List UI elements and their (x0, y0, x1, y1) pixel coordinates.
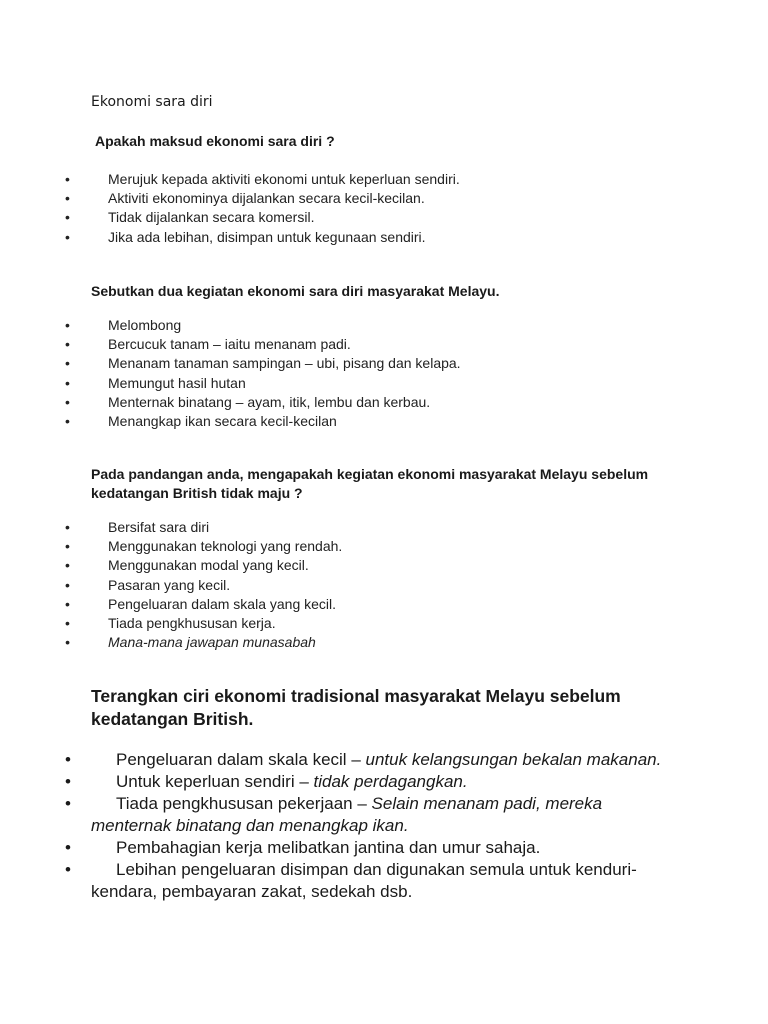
list-item: • Memungut hasil hutan (0, 374, 461, 393)
item-main: Pembahagian kerja melibatkan jantina dan umur sahaja. (116, 838, 541, 857)
list-item: • Merujuk kepada aktiviti ekonomi untuk keperluan sendiri. (0, 170, 460, 189)
list-item (0, 837, 671, 859)
list-item (0, 749, 671, 771)
list-item: • Menanam tanaman sampingan – ubi, pisang dan kelapa. (0, 354, 461, 373)
list-item (0, 771, 671, 793)
list-item: • Melombong (0, 316, 461, 335)
item-detail: tidak perdagangkan. (308, 772, 468, 791)
list-item: • Menternak binatang – ayam, itik, lembu dan kerbau. (0, 393, 461, 412)
list-item (0, 793, 671, 837)
list-item: • Pengeluaran dalam skala yang kecil. (0, 595, 342, 614)
question-heading: Terangkan ciri ekonomi tradisional masyarakat Melayu sebelum kedatangan British. (91, 686, 621, 729)
list-item: • Tidak dijalankan secara komersil. (0, 208, 460, 227)
item-detail: untuk kelangsungan bekalan makanan. (360, 750, 662, 769)
item-detail: Selain menanam padi, mereka menternak binatang dan menangkap ikan. (91, 794, 603, 835)
item-main: Tiada pengkhususan pekerjaan (116, 794, 358, 813)
list-item: • Menggunakan teknologi yang rendah. (0, 537, 342, 556)
question-heading: Pada pandangan anda, mengapakah kegiatan ekonomi masyarakat Melayu sebelum kedatangan British tidak maju ? (91, 466, 649, 501)
list-item: • Tiada pengkhususan kerja. (0, 614, 342, 633)
question-heading: Sebutkan dua kegiatan ekonomi sara diri masyarakat Melayu. (91, 283, 500, 299)
answer-list (0, 170, 460, 247)
question-heading: Apakah maksud ekonomi sara diri ? (95, 133, 335, 149)
list-item: • Pasaran yang kecil. (0, 576, 342, 595)
list-item: • Bersifat sara diri (0, 518, 342, 537)
item-main: Lebihan pengeluaran disimpan dan digunakan semula untuk kenduri-kendara, pembayaran zakat, sedekah dsb. (91, 860, 637, 901)
answer-list (0, 749, 700, 903)
item-dash: – (351, 750, 361, 769)
list-item: • Menangkap ikan secara kecil-kecilan (0, 412, 461, 431)
list-item: • Bercucuk tanam – iaitu menanam padi. (0, 335, 461, 354)
item-main: Pengeluaran dalam skala kecil (116, 750, 352, 769)
list-item: • Jika ada lebihan, disimpan untuk kegunaan sendiri. (0, 228, 460, 247)
page-title: Ekonomi sara diri (91, 94, 213, 110)
answer-list (0, 316, 461, 431)
item-main: Untuk keperluan sendiri (116, 772, 300, 791)
answer-list (0, 518, 342, 652)
list-item (0, 859, 671, 903)
list-item: • Aktiviti ekonominya dijalankan secara kecil-kecilan. (0, 189, 460, 208)
item-dash: – (299, 772, 309, 791)
item-dash: – (357, 794, 367, 813)
list-item: • Menggunakan modal yang kecil. (0, 556, 342, 575)
list-item: • Mana-mana jawapan munasabah (0, 633, 342, 652)
